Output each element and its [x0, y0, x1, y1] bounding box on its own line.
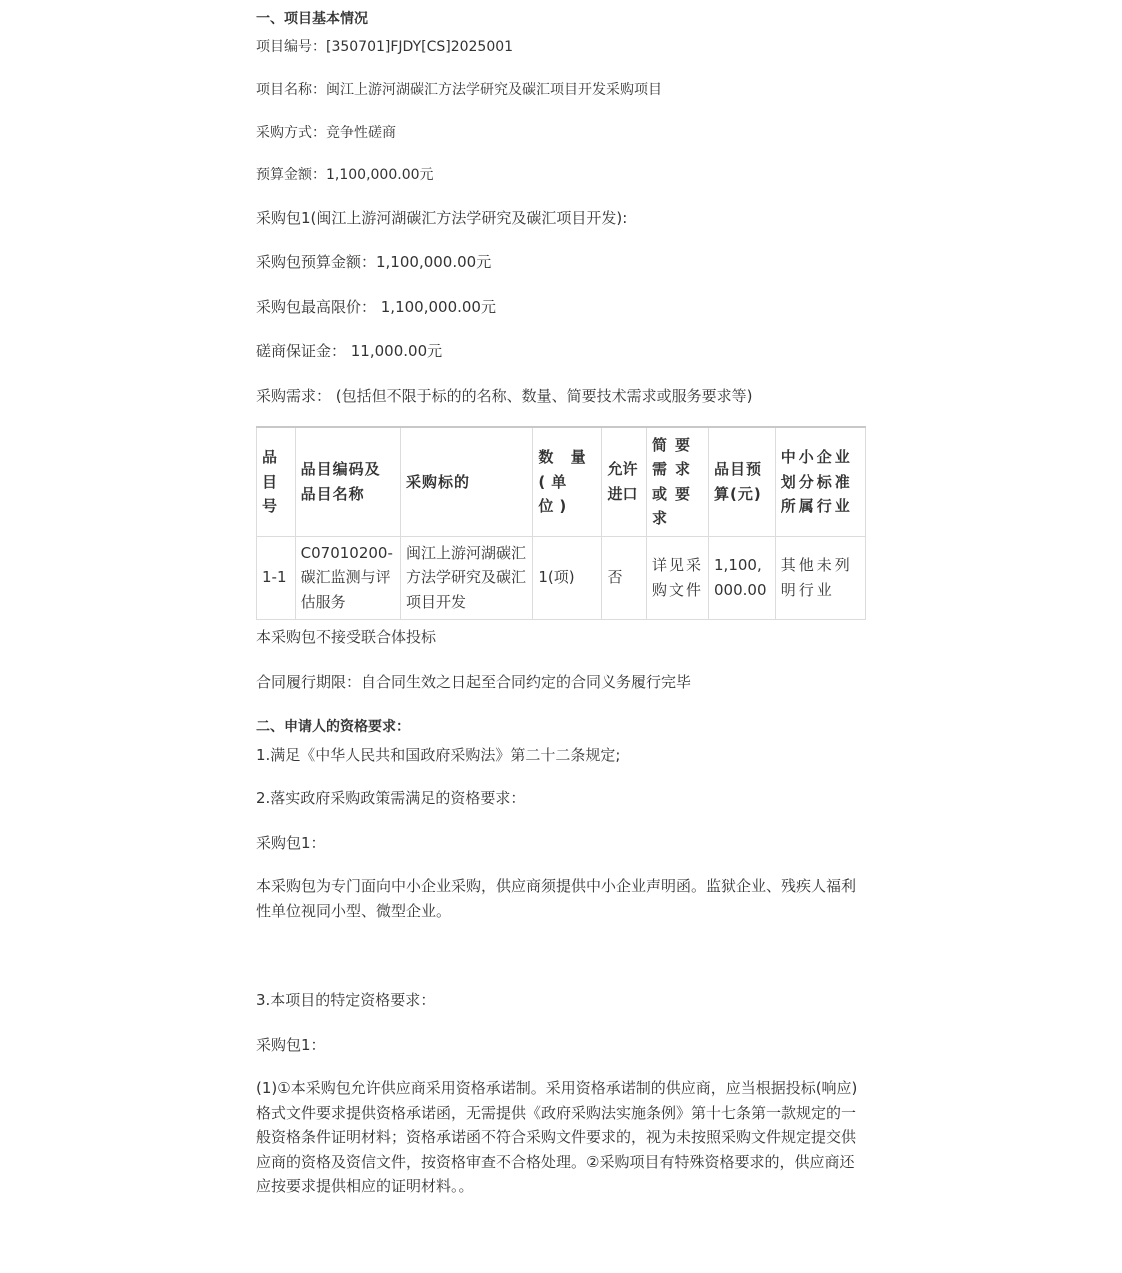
- header-item-no: 品目号: [257, 427, 296, 536]
- header-item-code-name: 品目编码及品目名称: [295, 427, 400, 536]
- cell-item-no: 1-1: [257, 536, 296, 619]
- no-consortium-note: 本采购包不接受联合体投标: [256, 628, 437, 646]
- header-item-budget: 品目预算(元): [709, 427, 776, 536]
- qualification-item-1: 1.满足《中华人民共和国政府采购法》第二十二条规定;: [256, 746, 621, 764]
- package-title: 采购包1(闽江上游河湖碳汇方法学研究及碳汇项目开发):: [256, 209, 628, 227]
- budget-amount: 预算金额：1,100,000.00元: [256, 167, 434, 183]
- table-header-row: [257, 427, 866, 536]
- project-name: 项目名称：闽江上游河湖碳汇方法学研究及碳汇项目开发采购项目: [256, 82, 662, 98]
- header-import-allowed: 允许进口: [602, 427, 647, 536]
- package-max-price: 采购包最高限价： 1,100,000.00元: [256, 298, 496, 316]
- qualification-item-3-text: (1)①本采购包允许供应商采用资格承诺制。采用资格承诺制的供应商，应当根据投标(响应)格式文件要求提供资格承诺函，无需提供《政府采购法实施条例》第十七条第一款规定的一般资格条件证明材料；资格承诺函不符合采购文件要求的，视为未按照采购文件规定提交供应商的资格及资信文件，按资格审查不合格处理。②采购项目有特殊资格要求的，供应商还应按要求提供相应的证明材料。。: [256, 1079, 858, 1195]
- bid-deposit: 磋商保证金： 11,000.00元: [256, 342, 443, 360]
- section-heading-basic-info: 一、项目基本情况: [256, 11, 368, 27]
- table-row: [257, 536, 866, 619]
- cell-sme-industry: 其他未列明行业: [775, 536, 865, 619]
- requirements-table: [256, 426, 866, 620]
- qualification-item-3-package: 采购包1：: [256, 1036, 326, 1054]
- requirements-intro: 采购需求： (包括但不限于标的的名称、数量、简要技术需求或服务要求等): [256, 387, 753, 405]
- qualification-item-3: 3.本项目的特定资格要求：: [256, 991, 436, 1009]
- qualification-item-2-package: 采购包1：: [256, 834, 326, 852]
- header-subject: 采购标的: [401, 427, 533, 536]
- contract-period: 合同履行期限：自合同生效之日起至合同约定的合同义务履行完毕: [256, 673, 692, 691]
- cell-import-allowed: 否: [602, 536, 647, 619]
- cell-subject: 闽江上游河湖碳汇方法学研究及碳汇项目开发: [401, 536, 533, 619]
- header-brief-requirements: 简要需求或要求: [646, 427, 708, 536]
- project-number: 项目编号：[350701]FJDY[CS]2025001: [256, 39, 514, 55]
- cell-item-budget: 1,100,000.00: [709, 536, 776, 619]
- cell-item-code-name: C07010200-碳汇监测与评估服务: [295, 536, 400, 619]
- qualification-item-2-text: 本采购包为专门面向中小企业采购，供应商须提供中小企业声明函。监狱企业、残疾人福利性单位视同小型、微型企业。: [256, 877, 857, 920]
- cell-brief-requirements: 详见采购文件: [646, 536, 708, 619]
- header-quantity: 数 量 (单位): [533, 427, 602, 536]
- section-heading-qualifications: 二、申请人的资格要求：: [256, 719, 410, 735]
- header-sme-industry: 中小企业划分标准所属行业: [775, 427, 865, 536]
- package-budget: 采购包预算金额：1,100,000.00元: [256, 253, 492, 271]
- qualification-item-2: 2.落实政府采购政策需满足的资格要求：: [256, 789, 526, 807]
- procurement-method: 采购方式：竞争性磋商: [256, 125, 396, 141]
- cell-quantity: 1(项): [533, 536, 602, 619]
